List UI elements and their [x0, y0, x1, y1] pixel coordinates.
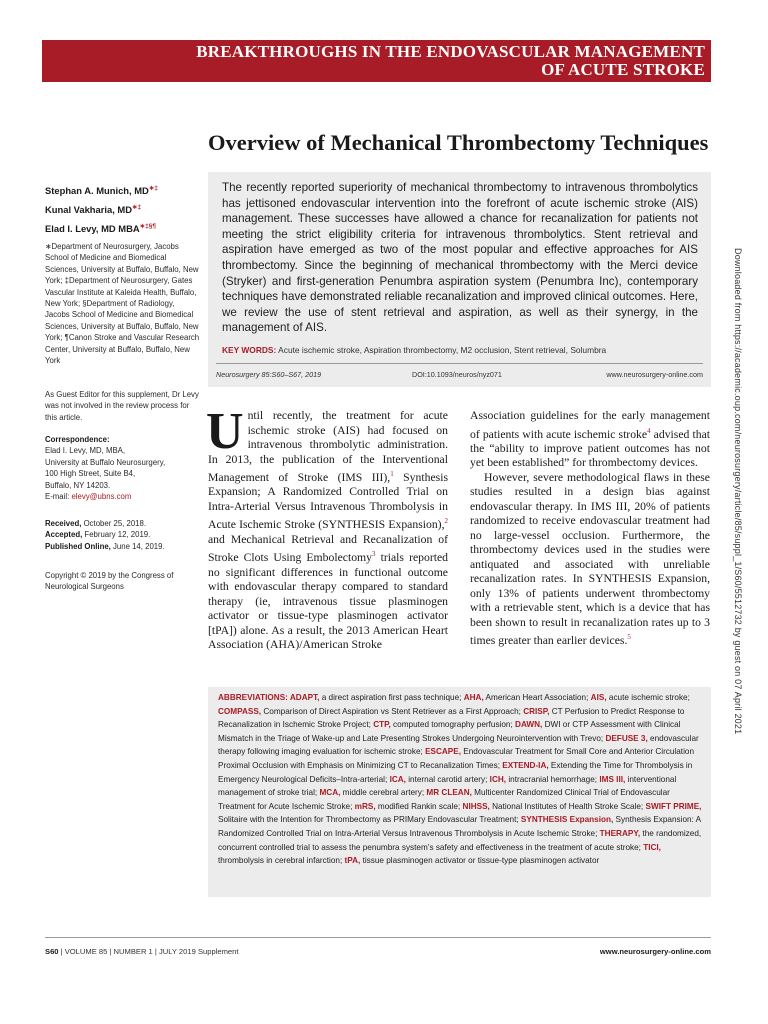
abbreviation-key: COMPASS,	[218, 706, 262, 716]
abbreviation-definition: modified Rankin scale;	[375, 801, 463, 811]
abbreviation-key: IMS III,	[599, 774, 626, 784]
abbreviation-definition: Comparison of Direct Aspiration vs Stent Retriever as a First Approach;	[261, 706, 524, 716]
body-column-1: Until recently, the treatment for acute ischemic stroke (AIS) had focused on intravenous thrombolytic administration. In 2013, the publication of the Interventional Management of Stroke (IMS III),$^1$ Synthesis Expansion; A Randomized Controlled Trial on Intra-Arterial Versus Intravenous Thrombolysis in Acute Ischemic Stroke (SYNTHESIS Expansion),$^2$ and Mechanical Retrieval and Recanalization of Stroke Clots Using Embolectomy$^3$ trials reported no significant differences in functional outcome with endovascular therapy compared to standard therapy (ie, intravenous tissue plasminogen activator or tissue-type plasminogen activator [tPA]) alone. As a result, the 2013 American Heart Association (AHA)/American Stroke	[206, 403, 449, 652]
reference-link[interactable]: 1	[390, 470, 394, 478]
date-published: Published Online, June 14, 2019.	[45, 541, 165, 551]
abbreviation-key: DEFUSE 3,	[605, 733, 648, 743]
footer-url[interactable]: www.neurosurgery-online.com	[599, 947, 711, 956]
correspondence-email-row: E-mail: elevy@ubns.com	[45, 492, 132, 502]
correspondence-line: Elad I. Levy, MD, MBA,	[45, 446, 126, 456]
keywords: KEY WORDS: Acute ischemic stroke, Aspiration thrombectomy, M2 occlusion, Stent retrieval, Solumbra	[222, 345, 607, 355]
abbreviation-definition: Solitaire with the Intention for Thrombectomy as PRIMary Endovascular Treatment;	[218, 815, 521, 825]
author-3: Elad I. Levy, MD MBA∗‡§¶	[45, 223, 156, 235]
abbreviation-key: ICH,	[489, 774, 507, 784]
abbreviation-definition: acute ischemic stroke;	[606, 693, 690, 702]
abbreviation-definition: the randomized, concurrent controlled trial to assess the penumbra system’s safety and effectiveness in the treatment of acute stroke;	[218, 828, 702, 852]
abbreviation-key: SYNTHESIS Expansion,	[520, 815, 614, 825]
abbreviation-definition: Endovascular Treatment for Small Core and Anterior Circulation Proximal Occlusion with Emphasis on Minimizing CT to Recanalization Times;	[218, 747, 695, 770]
abbreviation-key: CTP,	[373, 720, 391, 730]
download-notice: Downloaded from https://academic.oup.com/neurosurgery/article/85/suppl_1/S60/5512732 by guest on 07 April 2021	[733, 248, 743, 735]
abbreviation-key: DAWN,	[515, 720, 543, 730]
abbreviation-key: tPA,	[344, 856, 361, 866]
correspondence	[45, 434, 205, 502]
abbreviation-definition: Multicenter Randomized Clinical Trial of Endovascular Treatment for Acute Ischemic Stroke;	[218, 788, 670, 811]
footer-issue: S60 | VOLUME 85 | NUMBER 1 | JULY 2019 Supplement	[45, 947, 239, 956]
date-received: Received, October 25, 2018.	[45, 519, 147, 528]
abbreviation-key: MCA,	[319, 788, 341, 798]
journal-citation: Neurosurgery 85:S60–S67, 2019	[216, 370, 322, 379]
abbreviation-key: AHA,	[463, 693, 484, 702]
article-dates	[45, 518, 205, 552]
divider	[216, 363, 703, 364]
reference-link[interactable]: 2	[444, 517, 448, 526]
abbreviation-definition: intracranial hemorrhage;	[506, 774, 600, 784]
abbreviation-key: TICI,	[643, 842, 661, 852]
abbreviation-key: MR CLEAN,	[426, 788, 472, 798]
abbreviation-key: ICA,	[389, 774, 406, 784]
abbreviation-definition: Extending the Time for Thrombolysis in Emergency Neurological Deficits–Intra-arterial;	[218, 760, 693, 784]
author-2: Kunal Vakharia, MD∗‡	[45, 204, 142, 216]
abbreviation-definition: DWI or CTP Assessment with Clinical Mismatch in the Triage of Wake-up and Late Presenting Strokes Undergoing Neurointervention with Trevo;	[218, 720, 681, 743]
abbreviation-key: AIS,	[590, 693, 607, 702]
abbreviation-definition: Synthesis Expansion: A Randomized Controlled Trial on Intra-Arterial Versus Intravenous Thrombolysis in Acute Ischemic Stroke;	[218, 815, 701, 838]
abbreviations-text	[218, 691, 704, 868]
guest-editor-note: As Guest Editor for this supplement, Dr Levy was not involved in the review process for this article.	[45, 390, 199, 422]
correspondence-line: Buffalo, NY 14203.	[45, 480, 111, 490]
abbreviation-key: ESCAPE,	[425, 747, 462, 757]
abbreviation-key: mRS,	[354, 801, 376, 811]
abbreviation-definition: National Institutes of Health Stroke Scale;	[489, 801, 646, 811]
body-column-2	[470, 409, 710, 649]
paragraph: Association guidelines for the early management of patients with acute ischemic stroke$^4$ advised that the “ability to improve patient outcomes has not yet been established” for thrombectomy devices.	[470, 409, 711, 470]
correspondence-heading: Correspondence:	[45, 435, 110, 444]
abbreviation-definition: endovascular therapy following imaging evaluation for ischemic stroke;	[218, 733, 699, 757]
abbreviation-definition: internal carotid artery;	[405, 774, 490, 784]
journal-url[interactable]: www.neurosurgery-online.com	[606, 370, 703, 379]
abbreviation-definition: CT Perfusion to Predict Response to Recanalization in Ischemic Stroke Project;	[218, 706, 685, 730]
abbreviation-definition: middle cerebral artery;	[340, 788, 427, 798]
correspondence-line: 100 High Street, Suite B4,	[45, 469, 136, 479]
author-list	[45, 180, 158, 237]
date-accepted: Accepted, February 12, 2019.	[45, 530, 151, 540]
abbreviation-key: ABBREVIATIONS: ADAPT,	[218, 693, 320, 702]
abbreviation-key: THERAPY,	[599, 828, 641, 838]
reference-link[interactable]: 3	[372, 550, 376, 559]
author-1: Stephan A. Munich, MD∗‡	[45, 185, 158, 197]
abbreviation-definition: a direct aspiration first pass technique;	[319, 693, 464, 702]
abbreviation-definition: computed tomography perfusion;	[390, 720, 516, 730]
reference-link[interactable]: 5	[627, 633, 631, 642]
abstract-text: The recently reported superiority of mechanical thrombectomy to intravenous thrombolytics has jettisoned endovascular intervention into the forefront of acute ischemic stroke (AIS) management. These successes have allowed a chance for recanalization for patients not meeting the strict eligibility criteria for intravenous thrombolytics. Stent retrieval and aspiration have emerged as two of the most popular and effective approaches for AIS thrombectomy. Since the beginning of mechanical thrombectomy with the Merci device (Stryker) and first-generation Penumbra aspiration system (Penumbra Inc), contemporary techniques have demonstrated reliable recanalization and improved clinical outcomes. Here, we review the use of stent retrieval and aspiration, as well as their synergy, in the management of AIS.	[222, 181, 698, 335]
email-link[interactable]: elevy@ubns.com	[71, 492, 132, 502]
abbreviation-key: SWIFT PRIME,	[645, 801, 702, 811]
paragraph: However, severe methodological flaws in these studies resulted in a design bias against endovascular therapy. In IMS III, 20% of patients randomized to receive endovascular treatment had no large-vessel occlusion. Furthermore, the thrombectomy devices used in the studies were antiquated and associated with unreliable recanalization rates. In SYNTHESIS Expansion, only 13% of patients underwent thrombectomy with a retrievable stent, which is a device that has been shown to result in recanalization rates up to 3 times greater than earlier devices.$^5$	[470, 470, 710, 648]
doi[interactable]: DOI:10.1093/neuros/nyz071	[412, 370, 502, 379]
abbreviation-key: CRISP,	[523, 706, 550, 716]
abbreviation-key: NIHSS,	[462, 801, 490, 811]
abbreviation-definition: American Heart Association;	[483, 693, 591, 702]
article-title: Overview of Mechanical Thrombectomy Techniques	[208, 130, 709, 155]
abbreviation-key: EXTEND-IA,	[502, 760, 549, 770]
affiliations: ∗Department of Neurosurgery, Jacobs School of Medicine and Biomedical Sciences, University at Buffalo, Buffalo, New York; ‡Department of Neurosurgery, Gates Vascular Institute at Kaleida Health, Buffalo, New York; §Department of Radiology, Jacobs School of Medicine and Biomedical Sciences, University at Buffalo, Buffalo, New York; ¶Canon Stroke and Vascular Research Center, University at Buffalo, Buffalo, New York	[45, 242, 200, 366]
abbreviation-definition: thrombolysis in cerebral infarction;	[218, 856, 345, 866]
footer-divider	[45, 937, 711, 938]
abbreviation-definition: interventional management of stroke trial;	[218, 774, 677, 798]
abbreviations-box	[208, 687, 711, 897]
banner-line-1: BREAKTHROUGHS IN THE ENDOVASCULAR MANAGEMENT	[196, 42, 705, 61]
reference-link[interactable]: 4	[647, 426, 651, 435]
drop-cap: U	[206, 403, 244, 460]
correspondence-line: University at Buffalo Neurosurgery,	[45, 457, 166, 467]
copyright: Copyright © 2019 by the Congress of Neurological Surgeons	[45, 571, 174, 592]
download-sidebar	[733, 248, 743, 788]
abbreviation-definition: tissue plasminogen activator or tissue-type plasminogen activator	[360, 856, 600, 866]
page-number: S60	[45, 947, 59, 956]
section-banner	[42, 40, 711, 82]
banner-line-2: OF ACUTE STROKE	[541, 60, 705, 79]
